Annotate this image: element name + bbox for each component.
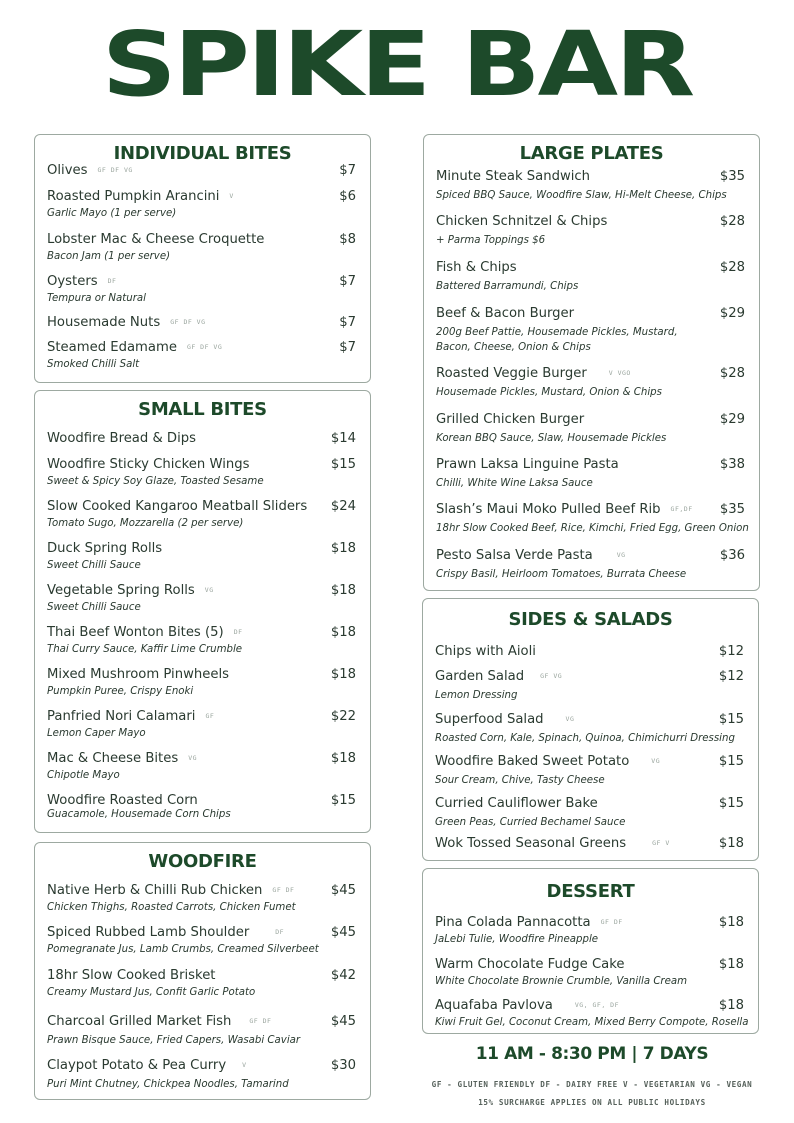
item-price: $15	[330, 793, 356, 808]
item-description: Crispy Basil, Heirloom Tomatoes, Burrata Cheese	[436, 569, 687, 580]
item-name: Thai Beef Wonton Bites (5)	[47, 625, 224, 640]
small-bites-panel	[34, 390, 371, 833]
item-description: Chilli, White Wine Laksa Sauce	[436, 478, 593, 489]
item-price: $18	[330, 667, 356, 682]
item-name: Spiced Rubbed Lamb Shoulder	[47, 925, 250, 940]
item-description: Green Peas, Curried Bechamel Sauce	[435, 817, 626, 828]
item-price: $7	[339, 340, 356, 355]
item-description: + Parma Toppings $6	[436, 235, 546, 246]
item-name: Woodfire Sticky Chicken Wings	[47, 457, 250, 472]
item-price: $18	[330, 625, 356, 640]
item-description: 200g Beef Pattie, Housemade Pickles, Mustard,	[436, 327, 678, 338]
item-price: $42	[330, 968, 356, 983]
item-price: $18	[330, 751, 356, 766]
item-description: Garlic Mayo (1 per serve)	[47, 208, 177, 219]
item-price: $7	[339, 315, 356, 330]
dietary-tags: GF DF VG	[186, 343, 223, 351]
item-price: $45	[330, 1014, 356, 1029]
item-description: Pumpkin Puree, Crispy Enoki	[47, 686, 194, 697]
item-name: Roasted Veggie Burger	[436, 366, 587, 381]
item-price: $29	[719, 412, 745, 427]
item-description: Pomegranate Jus, Lamb Crumbs, Creamed Silverbeet	[47, 944, 319, 955]
item-price: $29	[719, 306, 745, 321]
large-plates-panel	[423, 134, 760, 591]
woodfire-panel	[34, 842, 371, 1100]
item-price: $18	[718, 915, 744, 930]
item-price: $24	[330, 499, 356, 514]
dietary-tags: VG	[188, 754, 198, 762]
item-price: $8	[339, 232, 356, 247]
restaurant-title: SPIKE BAR	[101, 11, 693, 117]
item-name: Superfood Salad	[435, 712, 544, 727]
item-price: $18	[718, 998, 744, 1013]
dietary-tags: V	[242, 1061, 247, 1069]
item-description: Sweet Chilli Sauce	[47, 602, 141, 613]
dietary-tags: GF DF VG	[97, 166, 133, 174]
item-name: Woodfire Bread & Dips	[47, 431, 196, 446]
item-price: $35	[719, 502, 745, 517]
dietary-tags: DF	[233, 628, 243, 636]
item-name: Beef & Bacon Burger	[436, 306, 575, 321]
item-name: Grilled Chicken Burger	[436, 412, 585, 427]
item-description: Chicken Thighs, Roasted Carrots, Chicken Fumet	[47, 902, 296, 913]
item-price: $28	[719, 366, 745, 381]
item-description: Battered Barramundi, Chips	[436, 281, 579, 292]
item-price: $6	[339, 189, 356, 204]
item-description: Korean BBQ Sauce, Slaw, Housemade Pickles	[436, 433, 667, 444]
item-price: $7	[339, 274, 356, 289]
item-name: Lobster Mac & Cheese Croquette	[47, 232, 265, 247]
item-price: $12	[718, 644, 744, 659]
item-name: Slow Cooked Kangaroo Meatball Sliders	[47, 499, 308, 514]
item-name: Steamed Edamame	[47, 340, 177, 355]
item-price: $18	[330, 541, 356, 556]
item-price: $15	[330, 457, 356, 472]
section-title: INDIVIDUAL BITES	[113, 143, 292, 164]
dietary-tags: GF DF VG	[170, 318, 206, 326]
item-name: Garden Salad	[435, 669, 525, 684]
item-name: Woodfire Baked Sweet Potato	[435, 754, 630, 769]
item-name: Panfried Nori Calamari	[47, 709, 196, 724]
item-description: Spiced BBQ Sauce, Woodfire Slaw, Hi-Melt Cheese, Chips	[436, 190, 727, 201]
dietary-tags: V VGO	[608, 369, 631, 377]
item-price: $45	[330, 925, 356, 940]
dietary-tags: V	[229, 192, 234, 200]
surcharge-notice: 15% SURCHARGE APPLIES ON ALL PUBLIC HOLIDAYS	[478, 1098, 706, 1107]
item-name: Duck Spring Rolls	[47, 541, 163, 556]
individual-bites-panel	[34, 134, 371, 383]
item-name: Native Herb & Chilli Rub Chicken	[47, 883, 263, 898]
item-name: Mixed Mushroom Pinwheels	[47, 667, 229, 682]
item-name: Minute Steak Sandwich	[436, 169, 591, 184]
item-name: Housemade Nuts	[47, 315, 161, 330]
item-price: $18	[718, 957, 744, 972]
dietary-tags: VG	[565, 715, 575, 723]
item-price: $15	[718, 754, 744, 769]
item-price: $12	[718, 669, 744, 684]
item-price: $35	[719, 169, 745, 184]
item-description: Sweet & Spicy Soy Glaze, Toasted Sesame	[47, 476, 264, 487]
item-name: Prawn Laksa Linguine Pasta	[436, 457, 619, 472]
item-name: Oysters	[47, 274, 98, 289]
item-description: Guacamole, Housemade Corn Chips	[47, 809, 231, 820]
section-title: SMALL BITES	[138, 399, 267, 420]
item-name: Roasted Pumpkin Arancini	[47, 189, 220, 204]
item-price: $14	[330, 431, 356, 446]
item-description-line2: Bacon, Cheese, Onion & Chips	[436, 342, 591, 353]
item-name: Charcoal Grilled Market Fish	[47, 1014, 232, 1029]
dietary-tags: GF,DF	[670, 505, 693, 513]
dietary-tags: GF DF	[272, 886, 295, 894]
item-description: Bacon Jam (1 per serve)	[47, 251, 171, 262]
item-name: Wok Tossed Seasonal Greens	[435, 836, 627, 851]
dietary-tags: GF VG	[540, 672, 563, 680]
item-price: $45	[330, 883, 356, 898]
item-name: Slash’s Maui Moko Pulled Beef Rib	[436, 502, 661, 517]
item-price: $22	[330, 709, 356, 724]
item-name: Vegetable Spring Rolls	[47, 583, 195, 598]
item-price: $28	[719, 260, 745, 275]
item-description: Housemade Pickles, Mustard, Onion & Chips	[436, 387, 662, 398]
dietary-tags: GF DF	[249, 1017, 272, 1025]
item-name: Aquafaba Pavlova	[435, 998, 553, 1013]
item-name: Pina Colada Pannacotta	[435, 915, 591, 930]
item-price: $28	[719, 214, 745, 229]
dietary-tags: VG, GF, DF	[574, 1001, 619, 1009]
item-name: Pesto Salsa Verde Pasta	[436, 548, 593, 563]
item-name: Curried Cauliflower Bake	[435, 796, 598, 811]
dietary-tags: GF	[205, 712, 215, 720]
item-description: Chipotle Mayo	[47, 770, 120, 781]
item-description: Roasted Corn, Kale, Spinach, Quinoa, Chimichurri Dressing	[435, 733, 735, 744]
item-name: Olives	[47, 163, 88, 178]
dietary-tags: DF	[275, 928, 285, 936]
item-description: Tomato Sugo, Mozzarella (2 per serve)	[47, 518, 244, 529]
opening-hours: 11 AM - 8:30 PM | 7 DAYS	[475, 1044, 709, 1064]
item-description: 18hr Slow Cooked Beef, Rice, Kimchi, Fried Egg, Green Onion	[436, 523, 749, 534]
item-description: Lemon Caper Mayo	[47, 728, 146, 739]
item-name: 18hr Slow Cooked Brisket	[47, 968, 216, 983]
item-price: $18	[718, 836, 744, 851]
item-price: $18	[330, 583, 356, 598]
item-price: $36	[719, 548, 745, 563]
item-name: Fish & Chips	[436, 260, 517, 275]
item-price: $15	[718, 712, 744, 727]
section-title: LARGE PLATES	[519, 143, 664, 164]
item-description: Tempura or Natural	[47, 293, 146, 304]
dietary-tags: DF	[107, 277, 117, 285]
item-description: Prawn Bisque Sauce, Fried Capers, Wasabi Caviar	[47, 1035, 301, 1046]
dietary-tags: GF V	[652, 839, 670, 847]
item-price: $30	[330, 1058, 356, 1073]
item-name: Chicken Schnitzel & Chips	[436, 214, 608, 229]
dietary-tags: VG	[616, 551, 626, 559]
item-description: White Chocolate Brownie Crumble, Vanilla Cream	[435, 976, 688, 987]
item-price: $7	[339, 163, 356, 178]
item-name: Chips with Aioli	[435, 644, 536, 659]
dietary-tags: VG	[204, 586, 214, 594]
item-description: Sour Cream, Chive, Tasty Cheese	[435, 775, 605, 786]
item-description: Creamy Mustard Jus, Confit Garlic Potato	[47, 987, 256, 998]
item-price: $38	[719, 457, 745, 472]
item-description: Lemon Dressing	[435, 690, 518, 701]
item-description: Thai Curry Sauce, Kaffir Lime Crumble	[47, 644, 243, 655]
item-description: Kiwi Fruit Gel, Coconut Cream, Mixed Berry Compote, Rosella	[435, 1017, 749, 1028]
item-name: Woodfire Roasted Corn	[47, 793, 198, 808]
dessert-panel	[422, 868, 759, 1034]
item-description: Smoked Chilli Salt	[47, 359, 140, 370]
section-title: DESSERT	[546, 881, 635, 902]
item-name: Warm Chocolate Fudge Cake	[435, 957, 625, 972]
item-description: JaLebi Tulie, Woodfire Pineapple	[435, 934, 599, 945]
item-name: Claypot Potato & Pea Curry	[47, 1058, 227, 1073]
sides-salads-panel	[422, 598, 759, 861]
dietary-tags: GF DF	[600, 918, 623, 926]
item-name: Mac & Cheese Bites	[47, 751, 179, 766]
dietary-legend: GF - GLUTEN FRIENDLY DF - DAIRY FREE V - VEGETARIAN VG - VEGAN	[431, 1080, 753, 1089]
item-description: Sweet Chilli Sauce	[47, 560, 141, 571]
section-title: WOODFIRE	[148, 851, 257, 872]
dietary-tags: VG	[651, 757, 661, 765]
item-price: $15	[718, 796, 744, 811]
item-description: Puri Mint Chutney, Chickpea Noodles, Tamarind	[47, 1079, 289, 1090]
section-title: SIDES & SALADS	[508, 609, 673, 630]
